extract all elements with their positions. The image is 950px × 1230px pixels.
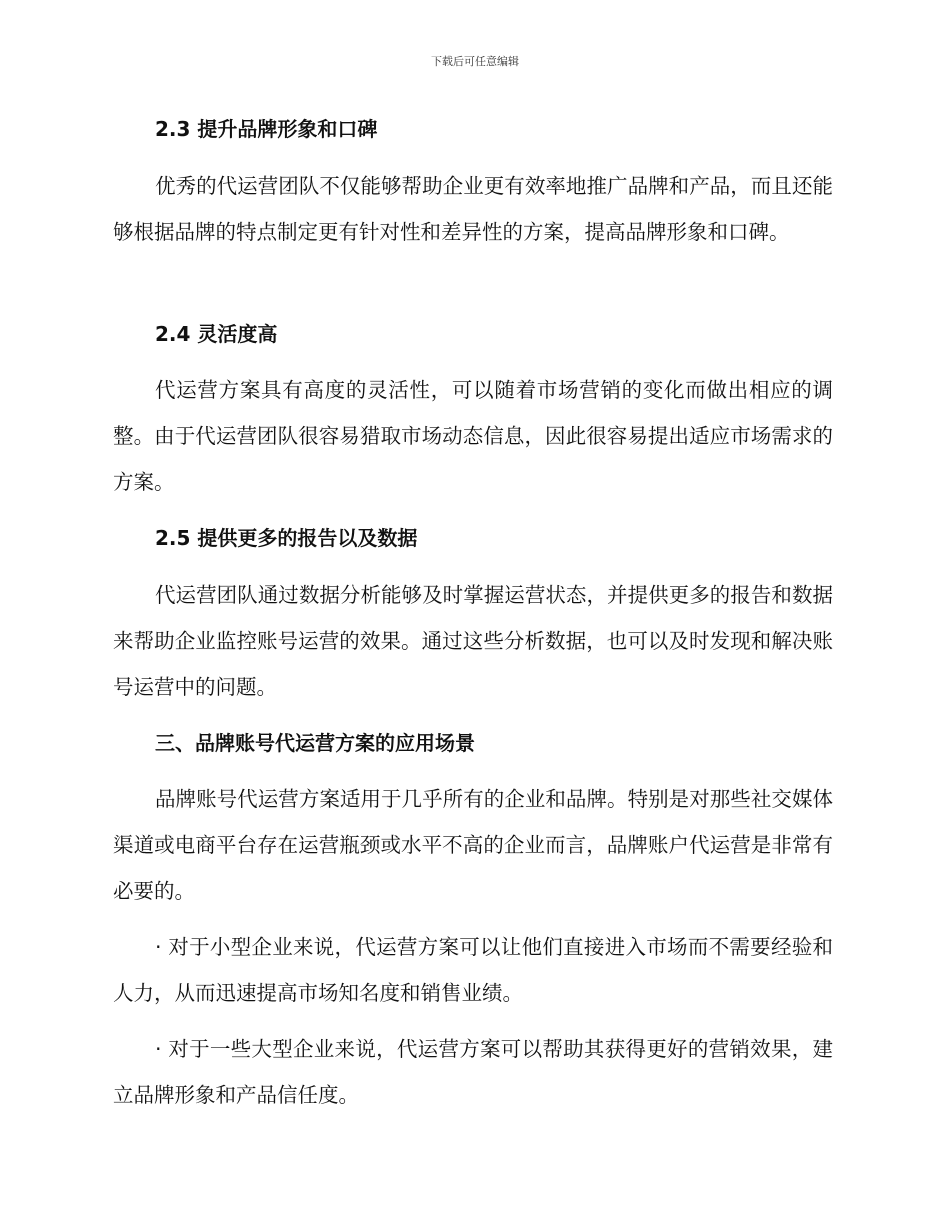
section-2-4-body <box>113 367 833 505</box>
paragraph: 优秀的代运营团队不仅能够帮助企业更有效率地推广品牌和产品，而且还能够根据品牌的特点制定更有针对性和差异性的方案，提高品牌形象和口碑。 <box>113 174 833 244</box>
bullet-large-business <box>113 1026 833 1118</box>
section-heading: 2.4 灵活度高 <box>155 322 278 346</box>
section-heading: 三、品牌账号代运营方案的应用场景 <box>155 731 475 755</box>
bullet-item: · 对于一些大型企业来说，代运营方案可以帮助其获得更好的营销效果，建立品牌形象和产品信任度。 <box>113 1037 833 1107</box>
paragraph: 代运营方案具有高度的灵活性，可以随着市场营销的变化而做出相应的调整。由于代运营团队很容易猎取市场动态信息，因此很容易提出适应市场需求的方案。 <box>113 378 833 494</box>
section-2-4 <box>113 322 833 346</box>
section-heading: 2.3 提升品牌形象和口碑 <box>155 117 378 141</box>
bullet-small-business <box>113 924 833 1016</box>
paragraph: 品牌账号代运营方案适用于几乎所有的企业和品牌。特别是对那些社交媒体渠道或电商平台存在运营瓶颈或水平不高的企业而言，品牌账户代运营是非常有必要的。 <box>113 787 833 903</box>
paragraph: 代运营团队通过数据分析能够及时掌握运营状态，并提供更多的报告和数据来帮助企业监控账号运营的效果。通过这些分析数据，也可以及时发现和解决账号运营中的问题。 <box>113 583 833 699</box>
section-2-3-body <box>113 163 833 255</box>
section-2-5 <box>113 526 833 550</box>
section-2-3 <box>113 117 833 141</box>
page-header-note: 下载后可任意编辑 <box>431 55 519 68</box>
section-3 <box>113 731 833 755</box>
section-3-body <box>113 776 833 914</box>
bullet-item: · 对于小型企业来说，代运营方案可以让他们直接进入市场而不需要经验和人力，从而迅速提高市场知名度和销售业绩。 <box>113 935 833 1005</box>
section-heading: 2.5 提供更多的报告以及数据 <box>155 526 418 550</box>
section-2-5-body <box>113 572 833 710</box>
